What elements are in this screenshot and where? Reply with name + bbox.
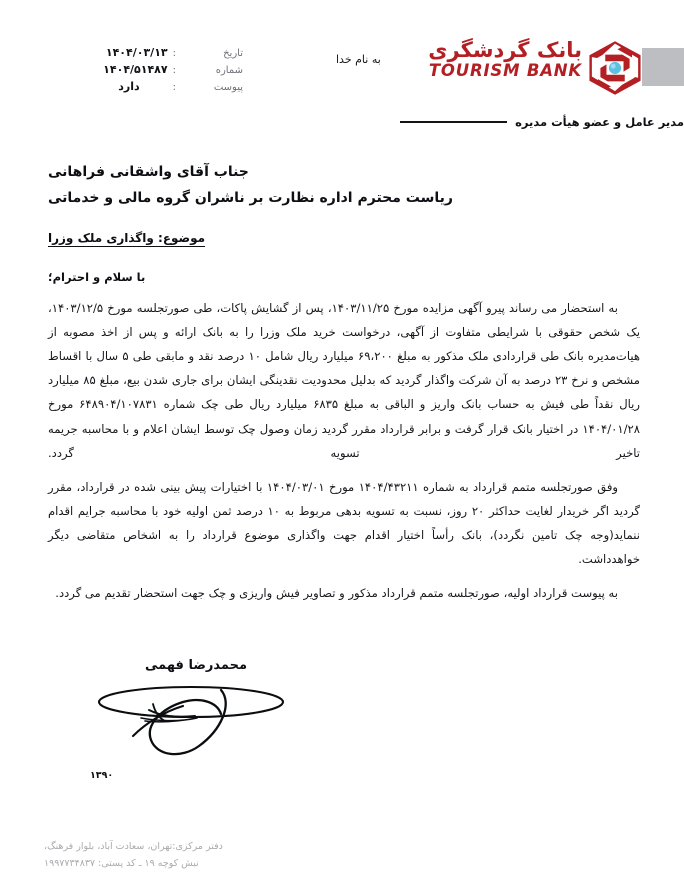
body-paragraph-2: وفق صورتجلسه متمم قرارداد به شماره ۱۴۰۴/۴۳۲۱۱ مورخ ۱۴۰۴/۰۳/۰۱ با اختیارات پیش بینی شده در قرارداد، مقرر گردید اگر خریدار لغایت حداکثر ۲۰ روز، نسبت به تسویه بدهی مربوط به ۱۰ درصد ثمن اولیه خود با محاسبه جرایم اقدام ننماید(وجه چک تامین نگردد)، بانک رأساً اختیار اقدام جهت واگذاری موضوع قرارداد را به اشخاص متقاضی دیگر خواهدداشت. — [48, 479, 640, 567]
paragraph-spacer — [48, 465, 640, 475]
signature-year: ۱۳۹۰ — [90, 770, 114, 781]
paragraph-spacer — [48, 571, 640, 581]
signature-block — [56, 658, 336, 781]
handwritten-signature-icon — [71, 674, 321, 766]
footer-address-line-1: دفتر مرکزی:تهران، سعادت آباد، بلوار فرهنگ، — [44, 841, 223, 852]
footer-address-line-2: نبش کوچه ۱۹ ـ کد پستی: ۱۹۹۷۷۳۴۸۳۷ — [44, 857, 199, 869]
logo-name-fa: بانک گردشگری — [428, 38, 582, 62]
role-title: مدیر عامل و عضو هیأت مدیره — [515, 115, 684, 129]
signatory-name: محمدرضا فهمی — [144, 658, 248, 673]
meta-colon-number: : — [172, 65, 176, 76]
logo-name-en: TOURISM BANK — [428, 61, 582, 81]
meta-value-attachment: دارد — [118, 80, 140, 93]
logo-gray-bar — [642, 48, 684, 86]
body-paragraph-3: به پیوست قرارداد اولیه، صورتجلسه متمم قرارداد مذکور و تصاویر فیش واریزی و چک جهت استحضار تقدیم می گردد. — [55, 586, 618, 601]
meta-label-attachment: پیوست — [213, 82, 243, 93]
salutation-text: با سلام و احترام؛ — [48, 270, 146, 284]
addressee-name: جناب آقای واشقانی فراهانی — [48, 164, 249, 180]
meta-row-attachment — [58, 78, 243, 95]
subject-block — [48, 227, 640, 246]
role-title-row — [398, 115, 684, 129]
body-paragraph-1: به استحضار می رساند پیرو آگهی مزایده مورخ ۱۴۰۳/۱۱/۲۵، پس از گشایش پاکات، طی صورتجلسه مورخ ۱۴۰۳/۱۲/۵، یک شخص حقوقی با شرایطی متفاوت از آگهی، درخواست خرید ملک وزرا را به بانک ارائه و پس از اخذ مصوبه از هیات‌مدیره بانک طی قراردادی ملک مذکور به مبلغ ۶۹،۲۰۰ میلیارد ریال شامل ۱۰ درصد نقد و مابقی طی ۵ سال با اقساط مشخص و نرخ ۲۳ درصد به آن شرکت واگذار گردید که بدلیل محدودیت نقدینگی ایشان برای جاری شدن بیع، مبلغ ۸۵ میلیارد ریال نقداً طی فیش به حساب بانک واریز و الباقی به مبلغ ۶۸۳۵ میلیارد ریال طی چک شماره ۶۴۸۹۰۴/۱۰۷۸۳۱ مورخ ۱۴۰۴/۰۱/۲۸ در اختیار بانک قرار گرفت و برابر قرارداد مقرر گردید زمان وصول چک توسط ایشان اعلام و با محاسبه جریمه تاخیر تسویه گردد. — [48, 301, 641, 460]
basmala-text: به نام خدا — [336, 53, 381, 66]
logo-wordmark — [424, 39, 582, 81]
subject-text: موضوع: واگذاری ملک وزرا — [48, 231, 206, 245]
meta-row-number — [58, 61, 243, 78]
page-footer — [44, 839, 640, 885]
role-divider — [400, 121, 507, 123]
addressee-block — [48, 160, 640, 212]
meta-value-date: ۱۴۰۴/۰۳/۱۳ — [105, 46, 168, 59]
meta-colon-date: : — [172, 48, 176, 59]
bank-logo — [424, 36, 684, 98]
meta-value-number: ۱۴۰۴/۵۱۴۸۷ — [103, 63, 168, 76]
meta-label-number: شماره — [215, 65, 243, 76]
hexagon-spiral-icon — [584, 40, 646, 96]
meta-label-date: تاریخ — [223, 48, 243, 59]
letter-meta-table — [58, 44, 243, 95]
meta-row-date — [58, 44, 243, 61]
meta-colon-attachment: : — [172, 82, 176, 93]
letter-body — [48, 296, 640, 605]
letterhead — [0, 0, 684, 150]
addressee-title: ریاست محترم اداره نظارت بر ناشران گروه مالی و خدماتی — [48, 189, 453, 206]
